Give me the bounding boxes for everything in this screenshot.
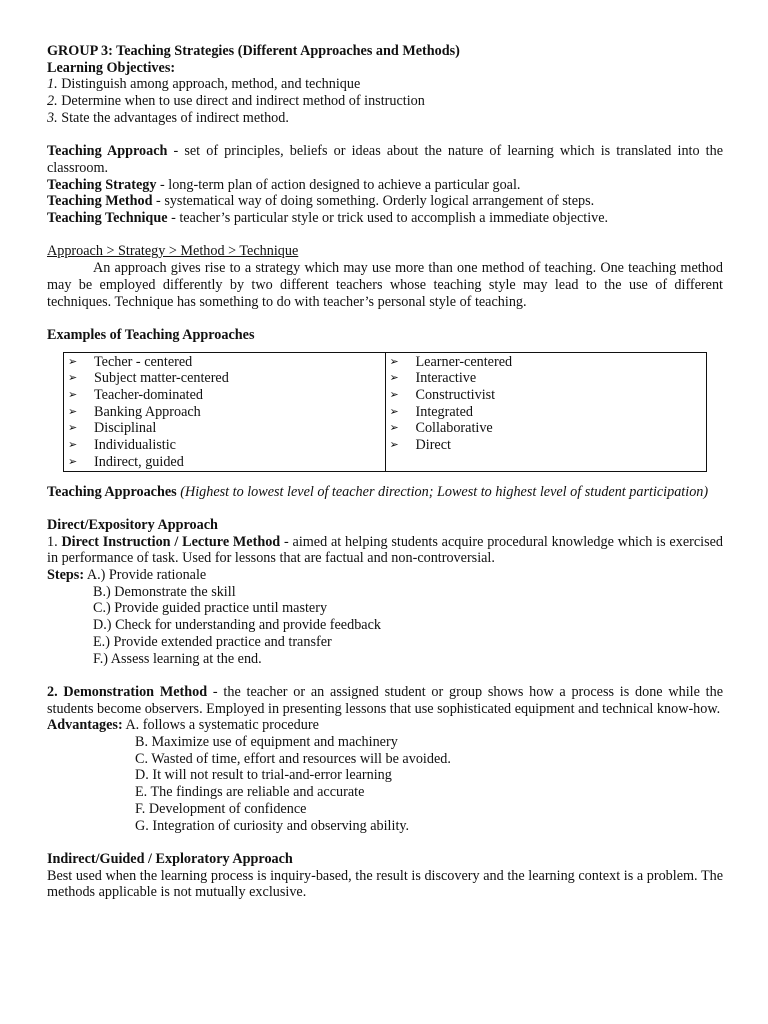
advantage-item: A. follows a systematic procedure bbox=[125, 717, 319, 734]
arrow-bullet-icon: ➢ bbox=[68, 354, 78, 368]
objective-number: 2. bbox=[47, 93, 58, 110]
example-approach-label: Integrated bbox=[415, 403, 474, 420]
method-text: - the teacher or an assigned student or group shows how a process is done while the students become observers. Employed in presenting lessons that use sophisticated equipment and technical know-how. bbox=[47, 683, 724, 717]
step-item: A.) Provide rationale bbox=[86, 567, 207, 584]
step-item: B.) Demonstrate the skill bbox=[93, 583, 236, 600]
examples-table bbox=[63, 352, 707, 472]
step-item: C.) Provide guided practice until mastery bbox=[93, 600, 328, 617]
objective-number: 3. bbox=[47, 109, 58, 126]
indirect-heading: Indirect/Guided / Exploratory Approach bbox=[47, 850, 293, 867]
example-approach-label: Collaborative bbox=[415, 420, 493, 437]
approaches-note: (Highest to lowest level of teacher direction; Lowest to highest level of student participation) bbox=[176, 483, 709, 500]
document-page bbox=[47, 43, 723, 901]
step-item: F.) Assess learning at the end. bbox=[93, 650, 262, 667]
definition-text: - systematical way of doing something. Orderly logical arrangement of steps. bbox=[152, 193, 595, 210]
definition-strategy bbox=[47, 177, 723, 194]
method-title: 2. Demonstration Method bbox=[47, 683, 208, 700]
example-approach-item bbox=[390, 354, 703, 371]
advantage-item: E. The findings are reliable and accurate bbox=[135, 784, 365, 801]
definition-text: - long-term plan of action designed to achieve a particular goal. bbox=[156, 176, 521, 193]
spacer bbox=[47, 667, 723, 684]
definition-term: Teaching Approach bbox=[47, 143, 168, 160]
direct-method-1 bbox=[47, 534, 723, 567]
examples-right-column bbox=[385, 352, 707, 471]
example-approach-label: Techer - centered bbox=[94, 353, 193, 370]
spacer bbox=[47, 310, 723, 327]
objective-item bbox=[47, 93, 723, 110]
example-approach-label: Banking Approach bbox=[94, 403, 201, 420]
advantages-label: Advantages: bbox=[47, 717, 123, 734]
arrow-bullet-icon: ➢ bbox=[68, 388, 78, 402]
step-item: E.) Provide extended practice and transfer bbox=[93, 633, 332, 650]
definition-approach bbox=[47, 143, 723, 176]
approaches-line bbox=[47, 484, 723, 501]
step-item: D.) Check for understanding and provide feedback bbox=[93, 617, 381, 634]
approaches-heading: Teaching Approaches bbox=[47, 483, 177, 500]
examples-left-column bbox=[64, 352, 386, 471]
spacer bbox=[47, 472, 723, 484]
spacer bbox=[47, 834, 723, 851]
indirect-text: Best used when the learning process is inquiry-based, the result is discovery and the learning context is a problem. The methods applicable is not mutually exclusive. bbox=[47, 867, 723, 901]
arrow-bullet-icon: ➢ bbox=[68, 438, 78, 452]
direct-heading: Direct/Expository Approach bbox=[47, 516, 218, 533]
hierarchy-paragraph: An approach gives rise to a strategy which may use more than one method of teaching. One teaching method may be employed differently by two different teachers whose teaching style may lead to the use of different techniques. Technique has something to do with teacher’s personal style of teaching. bbox=[47, 260, 723, 310]
hierarchy-line: Approach > Strategy > Method > Technique bbox=[47, 243, 299, 260]
steps-first-line bbox=[47, 567, 723, 584]
arrow-bullet-icon: ➢ bbox=[389, 421, 399, 435]
example-approach-label: Constructivist bbox=[415, 387, 496, 404]
definition-term: Teaching Technique bbox=[47, 210, 168, 227]
example-approach-item bbox=[68, 437, 381, 454]
example-approach-item bbox=[390, 437, 703, 454]
example-approach-item bbox=[68, 370, 381, 387]
example-approach-item bbox=[390, 370, 703, 387]
arrow-bullet-icon: ➢ bbox=[68, 421, 78, 435]
objective-item bbox=[47, 76, 723, 93]
arrow-bullet-icon: ➢ bbox=[68, 454, 78, 468]
spacer bbox=[47, 227, 723, 244]
objective-text: Distinguish among approach, method, and technique bbox=[57, 76, 361, 93]
example-approach-item bbox=[68, 420, 381, 437]
arrow-bullet-icon: ➢ bbox=[389, 404, 399, 418]
arrow-bullet-icon: ➢ bbox=[389, 388, 399, 402]
example-approach-item bbox=[390, 420, 703, 437]
definition-term: Teaching Method bbox=[47, 193, 153, 210]
method-title: Direct Instruction / Lecture Method bbox=[61, 533, 281, 550]
document-title: GROUP 3: Teaching Strategies (Different Approaches and Methods) bbox=[47, 43, 460, 59]
definition-text: - set of principles, beliefs or ideas about the nature of learning which is translated into the classroom. bbox=[47, 143, 724, 176]
steps-label: Steps: bbox=[47, 567, 85, 584]
example-approach-label: Learner-centered bbox=[415, 353, 513, 370]
arrow-bullet-icon: ➢ bbox=[68, 404, 78, 418]
example-approach-item bbox=[390, 404, 703, 421]
advantages-first-line bbox=[47, 717, 723, 734]
example-approach-label: Subject matter-centered bbox=[94, 370, 229, 387]
example-approach-label: Disciplinal bbox=[94, 420, 157, 437]
spacer bbox=[47, 500, 723, 517]
advantage-item: G. Integration of curiosity and observing ability. bbox=[135, 817, 410, 834]
advantage-item: F. Development of confidence bbox=[135, 800, 307, 817]
example-approach-label: Indirect, guided bbox=[94, 453, 184, 470]
advantage-item: D. It will not result to trial-and-error learning bbox=[135, 767, 392, 784]
definition-term: Teaching Strategy bbox=[47, 176, 157, 193]
example-approach-label: Teacher-dominated bbox=[94, 387, 204, 404]
objective-text: Determine when to use direct and indirect method of instruction bbox=[57, 93, 425, 110]
method-text: - aimed at helping students acquire procedural knowledge which is exercised in performance of task. Used for lessons that are factual and non-controversial. bbox=[47, 533, 723, 567]
direct-method-2 bbox=[47, 684, 723, 717]
definition-text: - teacher’s particular style or trick used to accomplish a immediate objective. bbox=[167, 210, 609, 227]
arrow-bullet-icon: ➢ bbox=[389, 354, 399, 368]
method-number: 1. bbox=[47, 533, 62, 550]
objective-text: State the advantages of indirect method. bbox=[57, 109, 289, 126]
examples-heading: Examples of Teaching Approaches bbox=[47, 326, 255, 343]
advantage-item: B. Maximize use of equipment and machinery bbox=[135, 734, 398, 751]
example-approach-item bbox=[68, 354, 381, 371]
spacer bbox=[47, 127, 723, 144]
objective-number: 1. bbox=[47, 76, 58, 93]
objective-item bbox=[47, 110, 723, 127]
arrow-bullet-icon: ➢ bbox=[68, 371, 78, 385]
example-approach-label: Interactive bbox=[415, 370, 477, 387]
definition-method bbox=[47, 193, 723, 210]
advantage-item: C. Wasted of time, effort and resources will be avoided. bbox=[135, 750, 451, 767]
example-approach-item bbox=[68, 454, 381, 471]
example-approach-item bbox=[390, 387, 703, 404]
arrow-bullet-icon: ➢ bbox=[389, 438, 399, 452]
example-approach-item bbox=[68, 387, 381, 404]
example-approach-label: Direct bbox=[415, 437, 451, 454]
arrow-bullet-icon: ➢ bbox=[389, 371, 399, 385]
definition-technique bbox=[47, 210, 723, 227]
objectives-heading: Learning Objectives: bbox=[47, 59, 176, 76]
example-approach-label: Individualistic bbox=[94, 437, 176, 454]
example-approach-item bbox=[68, 404, 381, 421]
